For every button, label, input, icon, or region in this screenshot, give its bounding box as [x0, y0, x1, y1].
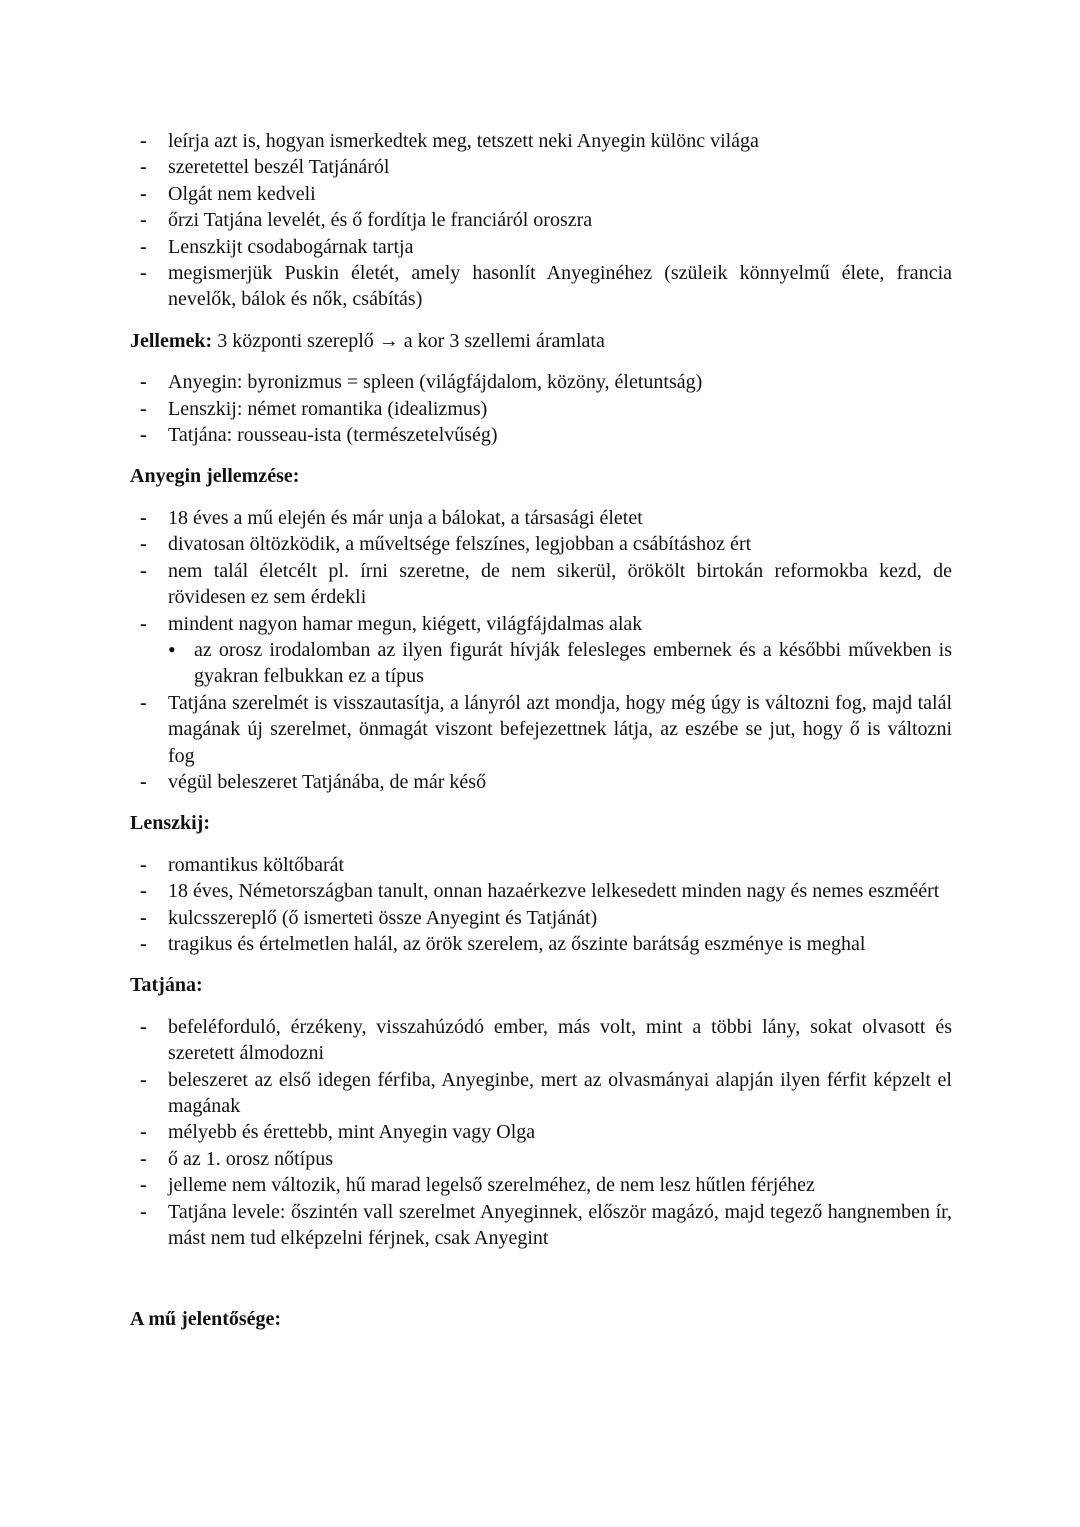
list-item: - szeretettel beszél Tatjánáról: [130, 154, 952, 180]
lenszkij-list: [130, 852, 952, 958]
list-item: - divatosan öltözködik, a műveltsége felszínes, legjobban a csábításhoz ért: [130, 531, 952, 557]
list-item: - végül beleszeret Tatjánába, de már késő: [130, 769, 952, 795]
list-item: - Tatjána: rousseau-ista (természetelvűség): [130, 422, 952, 448]
list-item: - Olgát nem kedveli: [130, 181, 952, 207]
list-item: - Tatjána szerelmét is visszautasítja, a lányról azt mondja, hogy még úgy is változni fog, majd talál magának új szerelmet, önmagát viszont befejezettnek látja, az eszébe se jut, hogy ő is változni fog: [130, 690, 952, 769]
list-item: [130, 611, 952, 690]
list-item: - 18 éves, Németországban tanult, onnan hazaérkezve lelkesedett minden nagy és nemes eszméért: [130, 878, 952, 904]
anyegin-sublist: [168, 637, 952, 690]
list-item: - befeléforduló, érzékeny, visszahúzódó ember, más volt, mint a többi lány, sokat olvasott és szeretett álmodozni: [130, 1014, 952, 1067]
jellemek-label: Jellemek:: [130, 329, 213, 352]
list-item: - őrzi Tatjána levelét, és ő fordítja le franciáról oroszra: [130, 207, 952, 233]
document-page: [130, 128, 952, 1333]
list-item: - nem talál életcélt pl. írni szeretne, de nem sikerül, örökölt birtokán reformokba kezd, de rövidesen ez sem érdekli: [130, 558, 952, 611]
list-item: - Lenszkijt csodabogárnak tartja: [130, 234, 952, 260]
list-item: - mélyebb és érettebb, mint Anyegin vagy Olga: [130, 1119, 952, 1145]
list-item: - tragikus és értelmetlen halál, az örök szerelem, az őszinte barátság eszménye is meghal: [130, 931, 952, 957]
jellemek-paragraph: [130, 328, 952, 354]
list-item: - beleszeret az első idegen férfiba, Anyeginbe, mert az olvasmányai alapján ilyen férfit képzelt el magának: [130, 1067, 952, 1120]
list-item: - Lenszkij: német romantika (idealizmus): [130, 396, 952, 422]
tatjana-heading: Tatjána:: [130, 974, 203, 997]
jellemek-text: 3 központi szereplő → a kor 3 szellemi áramlata: [212, 329, 605, 352]
anyegin-heading: Anyegin jellemzése:: [130, 465, 300, 488]
jelentoseg-heading: A mű jelentősége:: [130, 1308, 282, 1331]
list-item: - kulcsszereplő (ő ismerteti össze Anyegint és Tatjánát): [130, 905, 952, 931]
tatjana-list: [130, 1014, 952, 1252]
list-item-text: mindent nagyon hamar megun, kiégett, világfájdalmas alak: [168, 612, 643, 635]
sub-list-item: • az orosz irodalomban az ilyen figurát hívják felesleges embernek és a későbbi művekben is gyakran felbukkan ez a típus: [168, 637, 952, 690]
anyegin-list: [130, 505, 952, 795]
list-item: - Tatjána levele: őszintén vall szerelmet Anyeginnek, először magázó, majd tegező hangnemben ír, mást nem tud elképzelni férjnek, csak Anyegint: [130, 1199, 952, 1252]
list-item: - ő az 1. orosz nőtípus: [130, 1146, 952, 1172]
list-item: - Anyegin: byronizmus = spleen (világfájdalom, közöny, életuntság): [130, 369, 952, 395]
intro-list: [130, 128, 952, 313]
list-item: - jelleme nem változik, hű marad legelső szerelméhez, de nem lesz hűtlen férjéhez: [130, 1172, 952, 1198]
list-item: - romantikus költőbarát: [130, 852, 952, 878]
lenszkij-heading: Lenszkij:: [130, 812, 210, 835]
list-item: - megismerjük Puskin életét, amely hasonlít Anyeginéhez (szüleik könnyelmű élete, francia nevelők, bálok és nők, csábítás): [130, 260, 952, 313]
list-item: - leírja azt is, hogyan ismerkedtek meg, tetszett neki Anyegin különc világa: [130, 128, 952, 154]
jellemek-list: [130, 369, 952, 448]
list-item: - 18 éves a mű elején és már unja a bálokat, a társasági életet: [130, 505, 952, 531]
